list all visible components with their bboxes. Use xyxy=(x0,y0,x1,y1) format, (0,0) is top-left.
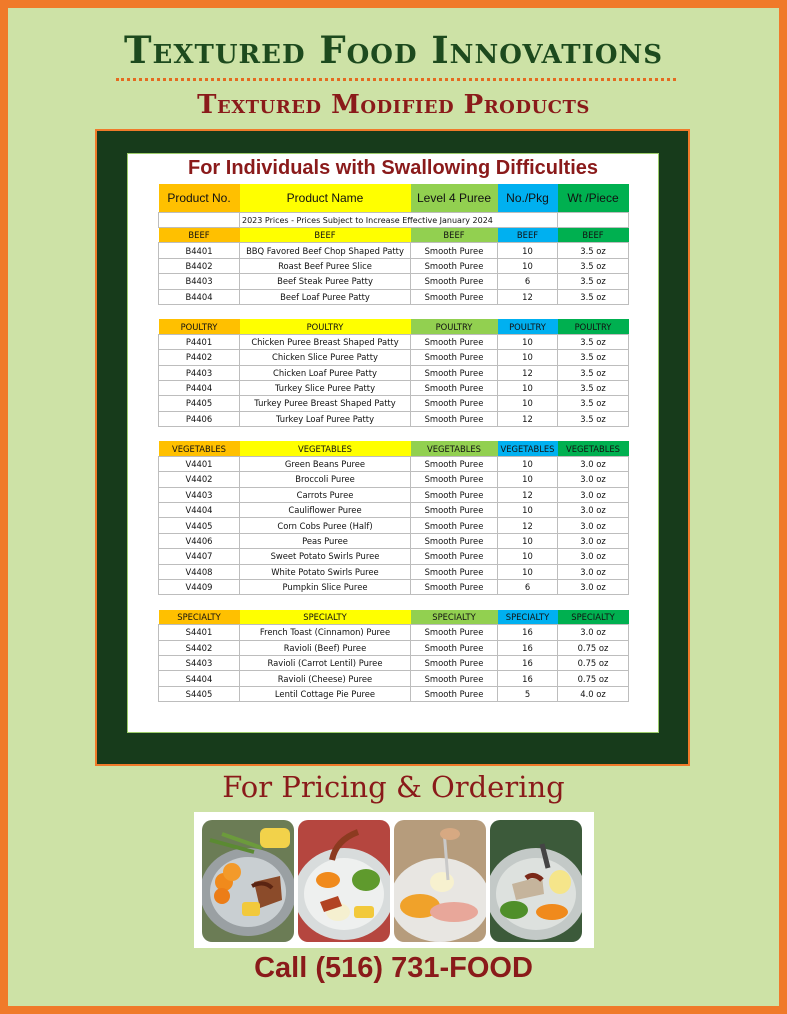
category-label: BEEF xyxy=(159,228,240,243)
table-cell: Ravioli (Beef) Puree xyxy=(240,640,411,655)
table-cell: 12 xyxy=(498,365,558,380)
category-row xyxy=(159,228,629,243)
category-label: SPECIALTY xyxy=(159,610,240,625)
table-cell: Smooth Puree xyxy=(411,396,498,411)
table-cell: Ravioli (Carrot Lentil) Puree xyxy=(240,655,411,670)
table-row xyxy=(159,472,629,487)
table-cell: 3.5 oz xyxy=(558,274,629,289)
spacer-cell xyxy=(240,304,411,319)
table-row xyxy=(159,671,629,686)
table-row xyxy=(159,274,629,289)
category-label: SPECIALTY xyxy=(558,610,629,625)
table-cell: 3.5 oz xyxy=(558,411,629,426)
table-cell: Smooth Puree xyxy=(411,456,498,471)
table-cell: S4404 xyxy=(159,671,240,686)
table-cell: 4.0 oz xyxy=(558,686,629,701)
table-cell: 12 xyxy=(498,487,558,502)
table-cell: 10 xyxy=(498,380,558,395)
spacer-cell xyxy=(558,304,629,319)
table-cell: 3.5 oz xyxy=(558,289,629,304)
table-cell: 3.0 oz xyxy=(558,472,629,487)
table-cell: S4403 xyxy=(159,655,240,670)
table-cell: V4403 xyxy=(159,487,240,502)
table-cell: 10 xyxy=(498,258,558,273)
category-label: VEGETABLES xyxy=(411,441,498,456)
table-cell: 12 xyxy=(498,411,558,426)
category-label: BEEF xyxy=(558,228,629,243)
table-cell: 3.5 oz xyxy=(558,258,629,273)
table-cell: White Potato Swirls Puree xyxy=(240,564,411,579)
table-cell: Smooth Puree xyxy=(411,655,498,670)
column-header: Level 4 Puree xyxy=(411,184,498,213)
table-cell: B4401 xyxy=(159,243,240,258)
table-row xyxy=(159,243,629,258)
table-row xyxy=(159,518,629,533)
category-label: VEGETABLES xyxy=(159,441,240,456)
note-spacer xyxy=(159,213,240,228)
table-row xyxy=(159,334,629,349)
table-cell: P4401 xyxy=(159,334,240,349)
table-cell: P4402 xyxy=(159,350,240,365)
table-cell: 3.5 oz xyxy=(558,380,629,395)
table-row xyxy=(159,549,629,564)
table-cell: Smooth Puree xyxy=(411,289,498,304)
category-label: POULTRY xyxy=(558,319,629,334)
table-cell: Smooth Puree xyxy=(411,518,498,533)
table-cell: V4408 xyxy=(159,564,240,579)
table-cell: French Toast (Cinnamon) Puree xyxy=(240,625,411,640)
table-cell: 3.0 oz xyxy=(558,456,629,471)
table-cell: 3.0 oz xyxy=(558,625,629,640)
spacer-cell xyxy=(159,595,240,610)
product-table xyxy=(158,184,629,702)
category-label: POULTRY xyxy=(240,319,411,334)
table-cell: 0.75 oz xyxy=(558,655,629,670)
table-cell: 5 xyxy=(498,686,558,701)
table-row xyxy=(159,456,629,471)
table-cell: 10 xyxy=(498,334,558,349)
table-cell: 3.0 oz xyxy=(558,503,629,518)
table-cell: B4402 xyxy=(159,258,240,273)
table-cell: Cauliflower Puree xyxy=(240,503,411,518)
table-cell: Smooth Puree xyxy=(411,487,498,502)
spacer-cell xyxy=(411,595,498,610)
table-cell: P4406 xyxy=(159,411,240,426)
category-label: VEGETABLES xyxy=(558,441,629,456)
table-cell: 10 xyxy=(498,472,558,487)
table-cell: Corn Cobs Puree (Half) xyxy=(240,518,411,533)
table-cell: V4409 xyxy=(159,579,240,594)
category-row xyxy=(159,319,629,334)
table-cell: Smooth Puree xyxy=(411,640,498,655)
table-cell: Smooth Puree xyxy=(411,380,498,395)
table-cell: Smooth Puree xyxy=(411,274,498,289)
food-photos xyxy=(194,812,594,948)
table-cell: 3.0 oz xyxy=(558,533,629,548)
food-photo-plate-3-image xyxy=(394,820,486,942)
table-row xyxy=(159,564,629,579)
spacer-cell xyxy=(498,427,558,442)
spacer-cell xyxy=(240,595,411,610)
food-photo-plate-2-image xyxy=(298,820,390,942)
table-cell: 16 xyxy=(498,625,558,640)
table-cell: Smooth Puree xyxy=(411,564,498,579)
table-row xyxy=(159,396,629,411)
food-photo-plate-1 xyxy=(202,820,294,942)
category-label: SPECIALTY xyxy=(240,610,411,625)
table-cell: V4401 xyxy=(159,456,240,471)
table-cell: Smooth Puree xyxy=(411,365,498,380)
table-cell: S4405 xyxy=(159,686,240,701)
table-cell: Beef Loaf Puree Patty xyxy=(240,289,411,304)
table-cell: Smooth Puree xyxy=(411,671,498,686)
page-subtitle: Textured Modified Products xyxy=(197,90,590,120)
table-cell: Smooth Puree xyxy=(411,350,498,365)
category-label: VEGETABLES xyxy=(240,441,411,456)
table-cell: Smooth Puree xyxy=(411,503,498,518)
table-cell: P4405 xyxy=(159,396,240,411)
category-label: BEEF xyxy=(411,228,498,243)
table-cell: Green Beans Puree xyxy=(240,456,411,471)
table-cell: B4403 xyxy=(159,274,240,289)
column-header: Product Name xyxy=(240,184,411,213)
table-cell: Smooth Puree xyxy=(411,258,498,273)
table-cell: Smooth Puree xyxy=(411,686,498,701)
table-cell: 16 xyxy=(498,671,558,686)
food-photo-plate-4-image xyxy=(490,820,582,942)
table-cell: 10 xyxy=(498,503,558,518)
table-cell: Smooth Puree xyxy=(411,579,498,594)
table-cell: Carrots Puree xyxy=(240,487,411,502)
dotted-divider xyxy=(116,78,676,81)
table-cell: 3.5 oz xyxy=(558,334,629,349)
table-cell: BBQ Favored Beef Chop Shaped Patty xyxy=(240,243,411,258)
table-cell: 6 xyxy=(498,579,558,594)
table-cell: 3.0 oz xyxy=(558,579,629,594)
table-cell: Smooth Puree xyxy=(411,533,498,548)
table-row xyxy=(159,655,629,670)
table-cell: Smooth Puree xyxy=(411,472,498,487)
table-cell: 10 xyxy=(498,396,558,411)
table-cell: P4403 xyxy=(159,365,240,380)
table-row xyxy=(159,503,629,518)
table-cell: Smooth Puree xyxy=(411,243,498,258)
table-row xyxy=(159,365,629,380)
category-label: BEEF xyxy=(498,228,558,243)
table-cell: 0.75 oz xyxy=(558,640,629,655)
table-cell: V4405 xyxy=(159,518,240,533)
table-cell: 12 xyxy=(498,518,558,533)
spacer-cell xyxy=(498,595,558,610)
table-cell: 3.0 oz xyxy=(558,487,629,502)
table-cell: Smooth Puree xyxy=(411,411,498,426)
section-spacer xyxy=(159,304,629,319)
table-cell: Smooth Puree xyxy=(411,549,498,564)
table-cell: Pumpkin Slice Puree xyxy=(240,579,411,594)
table-cell: Chicken Loaf Puree Patty xyxy=(240,365,411,380)
table-cell: 10 xyxy=(498,243,558,258)
table-cell: Turkey Loaf Puree Patty xyxy=(240,411,411,426)
spacer-cell xyxy=(411,427,498,442)
table-cell: 3.5 oz xyxy=(558,365,629,380)
table-cell: Lentil Cottage Pie Puree xyxy=(240,686,411,701)
section-spacer xyxy=(159,595,629,610)
spacer-cell xyxy=(558,595,629,610)
category-row xyxy=(159,441,629,456)
column-header: No./Pkg xyxy=(498,184,558,213)
category-label: POULTRY xyxy=(159,319,240,334)
table-cell: Roast Beef Puree Slice xyxy=(240,258,411,273)
table-cell: 3.5 oz xyxy=(558,396,629,411)
table-cell: P4404 xyxy=(159,380,240,395)
table-cell: Broccoli Puree xyxy=(240,472,411,487)
food-photo-plate-1-image xyxy=(202,820,294,942)
table-row xyxy=(159,640,629,655)
table-cell: V4407 xyxy=(159,549,240,564)
table-cell: 3.0 oz xyxy=(558,549,629,564)
spacer-cell xyxy=(159,427,240,442)
table-row xyxy=(159,289,629,304)
table-cell: 6 xyxy=(498,274,558,289)
category-label: BEEF xyxy=(240,228,411,243)
spacer-cell xyxy=(159,304,240,319)
food-photo-plate-4 xyxy=(490,820,582,942)
table-cell: S4402 xyxy=(159,640,240,655)
table-cell: Chicken Puree Breast Shaped Patty xyxy=(240,334,411,349)
category-label: POULTRY xyxy=(498,319,558,334)
price-note: 2023 Prices - Prices Subject to Increase Effective January 2024 xyxy=(240,213,558,228)
table-cell: Beef Steak Puree Patty xyxy=(240,274,411,289)
table-cell: 10 xyxy=(498,456,558,471)
spacer-cell xyxy=(240,427,411,442)
table-cell: V4404 xyxy=(159,503,240,518)
table-cell: 10 xyxy=(498,564,558,579)
table-cell: 16 xyxy=(498,640,558,655)
table-row xyxy=(159,380,629,395)
table-cell: 10 xyxy=(498,350,558,365)
category-label: POULTRY xyxy=(411,319,498,334)
table-cell: 16 xyxy=(498,655,558,670)
table-cell: Ravioli (Cheese) Puree xyxy=(240,671,411,686)
table-cell: S4401 xyxy=(159,625,240,640)
table-cell: 3.5 oz xyxy=(558,350,629,365)
spacer-cell xyxy=(411,304,498,319)
table-row xyxy=(159,350,629,365)
table-row xyxy=(159,258,629,273)
page-title: Textured Food Innovations xyxy=(123,28,664,72)
table-row xyxy=(159,686,629,701)
table-cell: B4404 xyxy=(159,289,240,304)
category-label: VEGETABLES xyxy=(498,441,558,456)
sheet-title: For Individuals with Swallowing Difficulties xyxy=(187,157,599,179)
table-cell: Sweet Potato Swirls Puree xyxy=(240,549,411,564)
table-row xyxy=(159,411,629,426)
call-to-order: Call (516) 731-FOOD xyxy=(254,952,533,984)
ordering-heading: For Pricing & Ordering xyxy=(222,770,565,804)
table-row xyxy=(159,533,629,548)
table-cell: 12 xyxy=(498,289,558,304)
table-cell: Turkey Slice Puree Patty xyxy=(240,380,411,395)
product-table-body xyxy=(159,184,629,702)
table-cell: 10 xyxy=(498,533,558,548)
food-photo-plate-2 xyxy=(298,820,390,942)
note-spacer xyxy=(558,213,629,228)
table-cell: 3.0 oz xyxy=(558,564,629,579)
table-cell: V4406 xyxy=(159,533,240,548)
column-header: Product No. xyxy=(159,184,240,213)
table-row xyxy=(159,579,629,594)
table-cell: 3.0 oz xyxy=(558,518,629,533)
table-cell: 0.75 oz xyxy=(558,671,629,686)
spacer-cell xyxy=(498,304,558,319)
column-header: Wt /Piece xyxy=(558,184,629,213)
table-row xyxy=(159,487,629,502)
price-note-row xyxy=(159,213,629,228)
table-cell: Smooth Puree xyxy=(411,334,498,349)
table-row xyxy=(159,625,629,640)
category-label: SPECIALTY xyxy=(411,610,498,625)
table-header-row xyxy=(159,184,629,213)
table-cell: Peas Puree xyxy=(240,533,411,548)
table-cell: Turkey Puree Breast Shaped Patty xyxy=(240,396,411,411)
table-cell: Smooth Puree xyxy=(411,625,498,640)
table-cell: 3.5 oz xyxy=(558,243,629,258)
spacer-cell xyxy=(558,427,629,442)
section-spacer xyxy=(159,427,629,442)
table-cell: Chicken Slice Puree Patty xyxy=(240,350,411,365)
table-cell: 10 xyxy=(498,549,558,564)
food-photo-plate-3 xyxy=(394,820,486,942)
category-row xyxy=(159,610,629,625)
category-label: SPECIALTY xyxy=(498,610,558,625)
table-cell: V4402 xyxy=(159,472,240,487)
